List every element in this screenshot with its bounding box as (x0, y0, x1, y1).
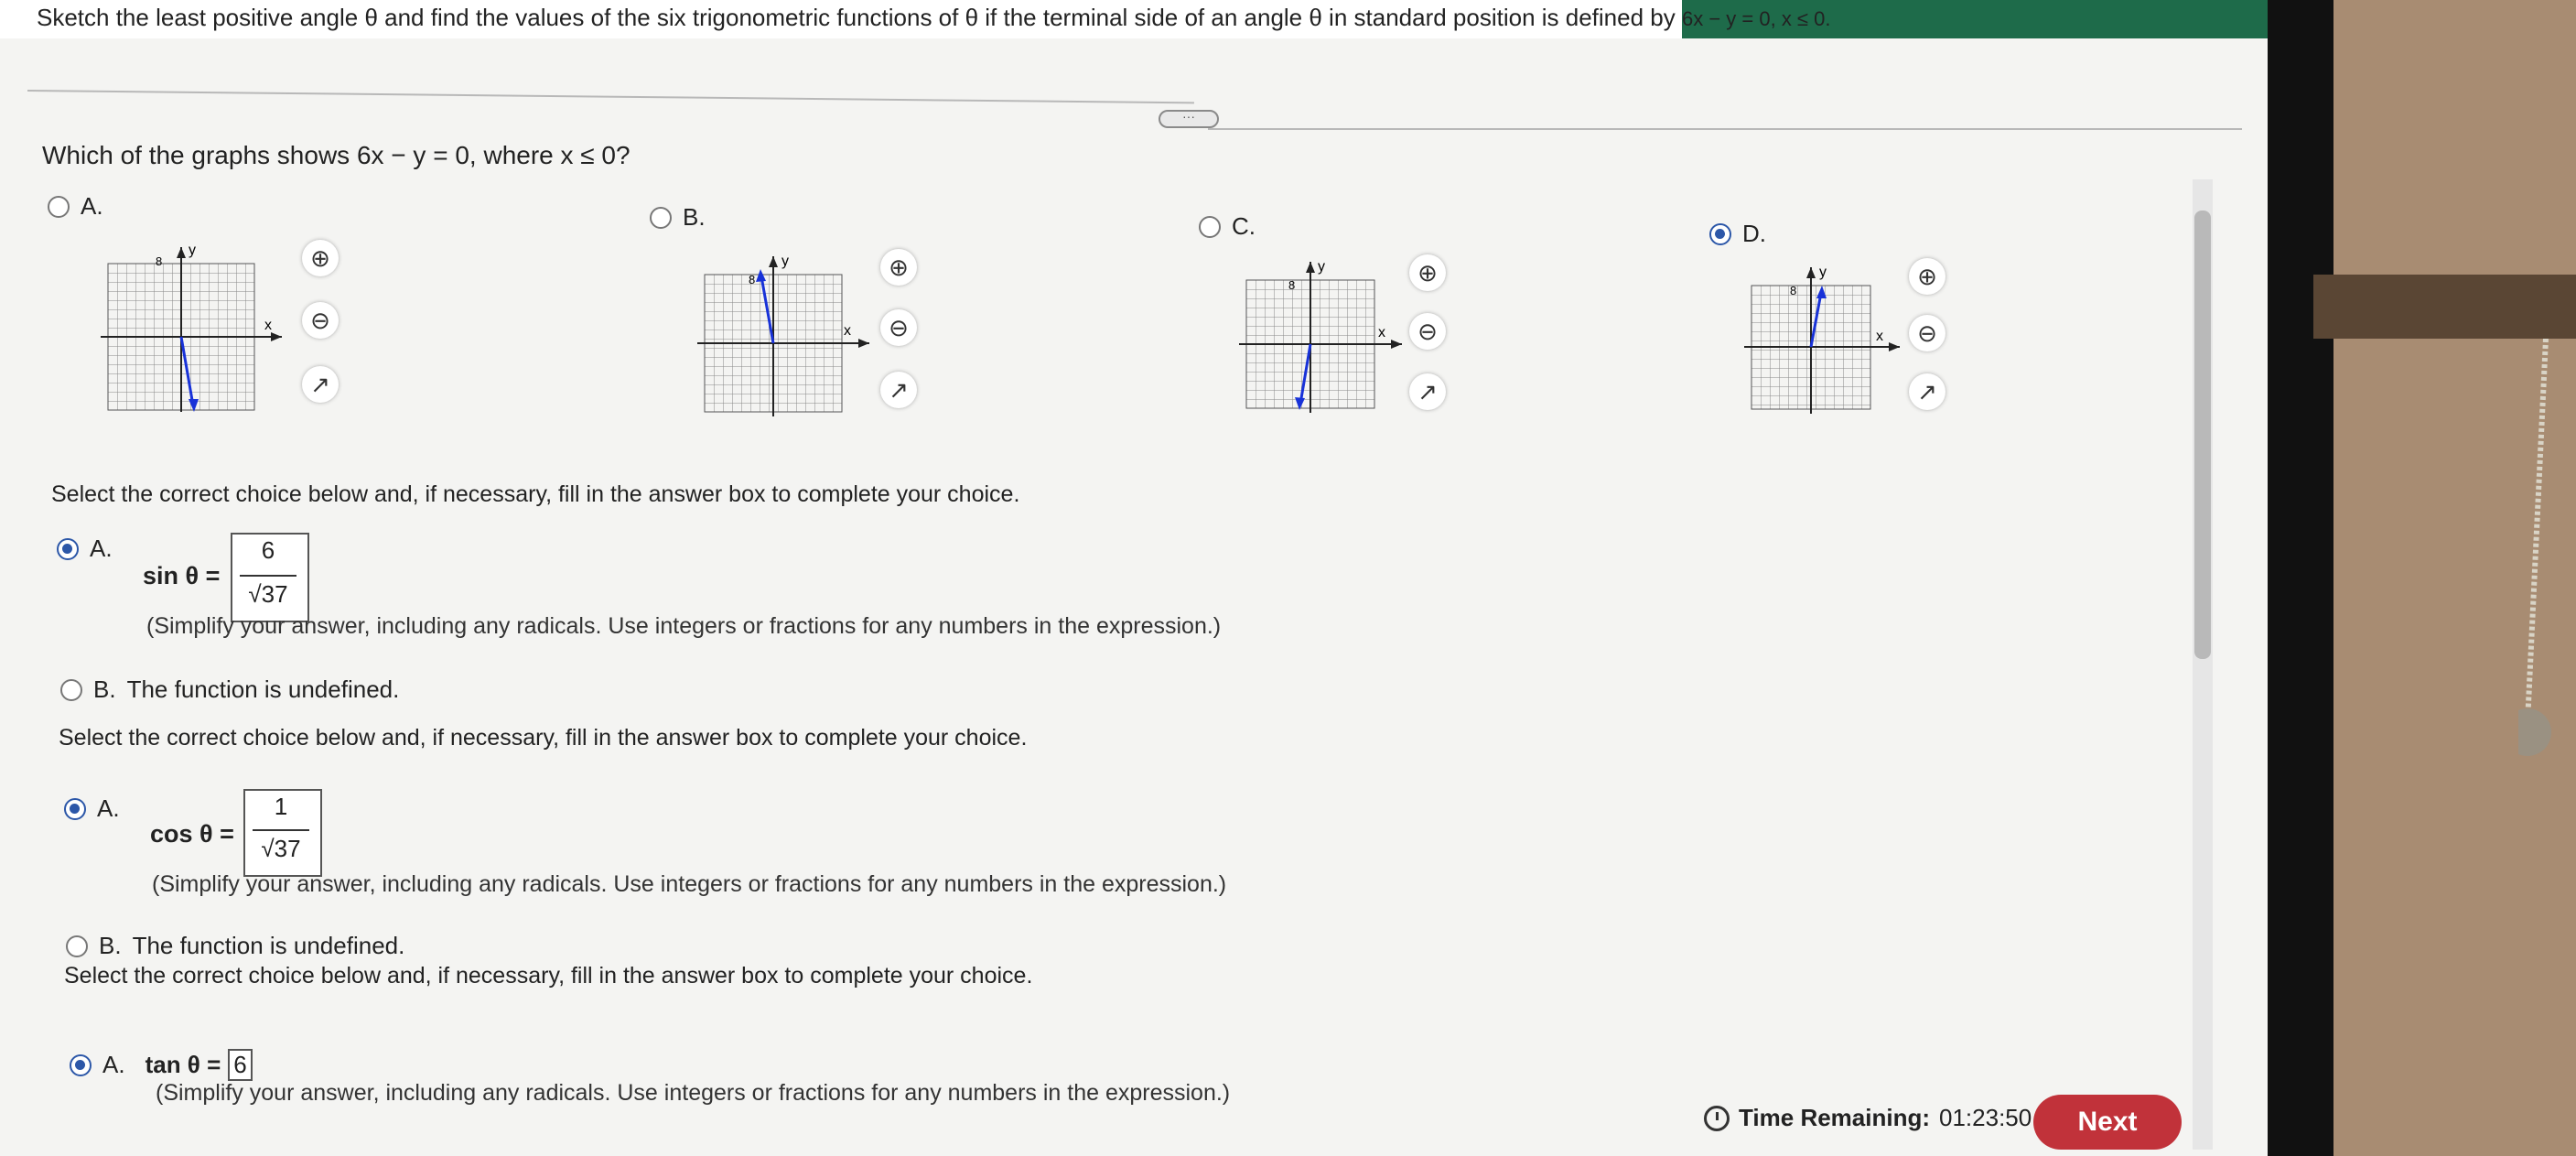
tick-label: 8 (1790, 284, 1797, 297)
pull-chain (2518, 339, 2555, 760)
sin-instruction: Select the correct choice below and, if necessary, fill in the answer box to complete your choice. (51, 481, 1020, 507)
x-axis-label: x (264, 318, 272, 333)
zoom-in-icon[interactable]: ⊕ (1909, 258, 1945, 295)
y-axis-label: y (781, 254, 789, 269)
y-axis-label: y (189, 243, 196, 258)
tan-option-a[interactable] (70, 1049, 253, 1081)
option-label: A. (90, 535, 113, 562)
fraction-bar (253, 829, 309, 831)
sin-option-a[interactable] (57, 535, 113, 563)
tick-label: 8 (749, 273, 756, 286)
background-shelf (2313, 275, 2576, 339)
radio-sin-a[interactable] (57, 538, 79, 560)
option-label: B. (683, 203, 706, 231)
cos-label: cos θ = (150, 820, 234, 848)
radio-cos-b[interactable] (66, 935, 88, 957)
clock-icon (1704, 1106, 1730, 1131)
tan-label: tan θ = (145, 1051, 221, 1078)
graph-option-b[interactable] (650, 203, 706, 232)
radio-graph-c[interactable] (1199, 216, 1221, 238)
tan-instruction: Select the correct choice below and, if necessary, fill in the answer box to complete your choice. (64, 963, 1033, 989)
radio-graph-b[interactable] (650, 207, 672, 229)
option-label: A. (81, 192, 103, 220)
graph-c[interactable] (1237, 253, 1429, 417)
time-remaining (1704, 1104, 2032, 1132)
sin-numerator: 6 (261, 536, 275, 564)
option-label: B. (93, 675, 116, 703)
option-b-text: The function is undefined. (132, 932, 405, 959)
zoom-out-icon[interactable]: ⊖ (1409, 313, 1446, 350)
option-label: A. (102, 1051, 125, 1078)
expand-handle[interactable]: ··· (1159, 110, 1219, 128)
radio-graph-d[interactable] (1709, 223, 1731, 245)
zoom-out-icon[interactable]: ⊖ (880, 309, 917, 346)
option-label: A. (97, 794, 120, 822)
x-axis-label: x (1876, 329, 1883, 344)
option-label: B. (99, 932, 122, 959)
time-value: 01:23:50 (1939, 1104, 2032, 1131)
radio-graph-a[interactable] (48, 196, 70, 218)
sin-note: (Simplify your answer, including any radicals. Use integers or fractions for any numbers in the expression.) (146, 613, 1222, 639)
sin-denominator: √37 (248, 580, 288, 608)
problem-statement (37, 4, 1830, 32)
monitor-bezel (2268, 0, 2341, 1156)
y-axis-label: y (1819, 265, 1827, 280)
tan-note: (Simplify your answer, including any radicals. Use integers or fractions for any numbers in the expression.) (156, 1080, 1231, 1106)
radio-cos-a[interactable] (64, 798, 86, 820)
graph-option-c[interactable] (1199, 212, 1256, 241)
next-button[interactable]: Next (2033, 1095, 2182, 1150)
option-b-text: The function is undefined. (126, 675, 400, 703)
problem-text: Sketch the least positive angle θ and find the values of the six trigonometric functions of θ if the terminal side of an angle θ in standard position is defined by (37, 4, 1676, 31)
option-label: D. (1742, 220, 1766, 247)
option-label: C. (1232, 212, 1256, 240)
graph-a[interactable] (99, 236, 291, 419)
divider (1208, 128, 2242, 130)
graph-b[interactable] (695, 247, 888, 421)
tick-label: 8 (156, 254, 163, 268)
zoom-in-icon[interactable]: ⊕ (302, 240, 339, 276)
zoom-out-icon[interactable]: ⊖ (302, 302, 339, 339)
cos-note: (Simplify your answer, including any radicals. Use integers or fractions for any numbers in the expression.) (152, 871, 1227, 897)
graph-question: Which of the graphs shows 6x − y = 0, where x ≤ 0? (42, 141, 631, 169)
zoom-out-icon[interactable]: ⊖ (1909, 315, 1945, 351)
cos-numerator: 1 (274, 793, 288, 820)
scrollbar-thumb[interactable] (2194, 211, 2211, 659)
sin-option-b[interactable] (60, 675, 399, 704)
tick-label: 8 (1288, 278, 1296, 292)
radio-tan-a[interactable] (70, 1054, 92, 1076)
radio-sin-b[interactable] (60, 679, 82, 701)
popout-icon[interactable]: ↗ (1409, 373, 1446, 410)
divider (27, 90, 1194, 103)
cos-option-a[interactable] (64, 794, 120, 823)
zoom-in-icon[interactable]: ⊕ (880, 249, 917, 286)
y-axis-label: y (1318, 259, 1325, 275)
graph-d[interactable] (1742, 258, 1925, 418)
popout-icon[interactable]: ↗ (880, 372, 917, 408)
problem-equation: 6x − y = 0, x ≤ 0. (1681, 7, 1831, 30)
cos-instruction: Select the correct choice below and, if necessary, fill in the answer box to complete your choice. (59, 725, 1028, 751)
graph-option-a[interactable] (48, 192, 103, 221)
zoom-in-icon[interactable]: ⊕ (1409, 254, 1446, 291)
sin-label: sin θ = (143, 562, 221, 589)
x-axis-label: x (1378, 325, 1385, 340)
fraction-bar (240, 575, 296, 577)
cos-option-b[interactable] (66, 932, 404, 960)
popout-icon[interactable]: ↗ (1909, 373, 1945, 410)
tan-answer-box[interactable]: 6 (228, 1049, 252, 1081)
graph-option-d[interactable] (1709, 220, 1766, 248)
time-label: Time Remaining: (1739, 1104, 1931, 1131)
popout-icon[interactable]: ↗ (302, 366, 339, 403)
cos-denominator: √37 (261, 835, 301, 862)
x-axis-label: x (844, 323, 851, 339)
